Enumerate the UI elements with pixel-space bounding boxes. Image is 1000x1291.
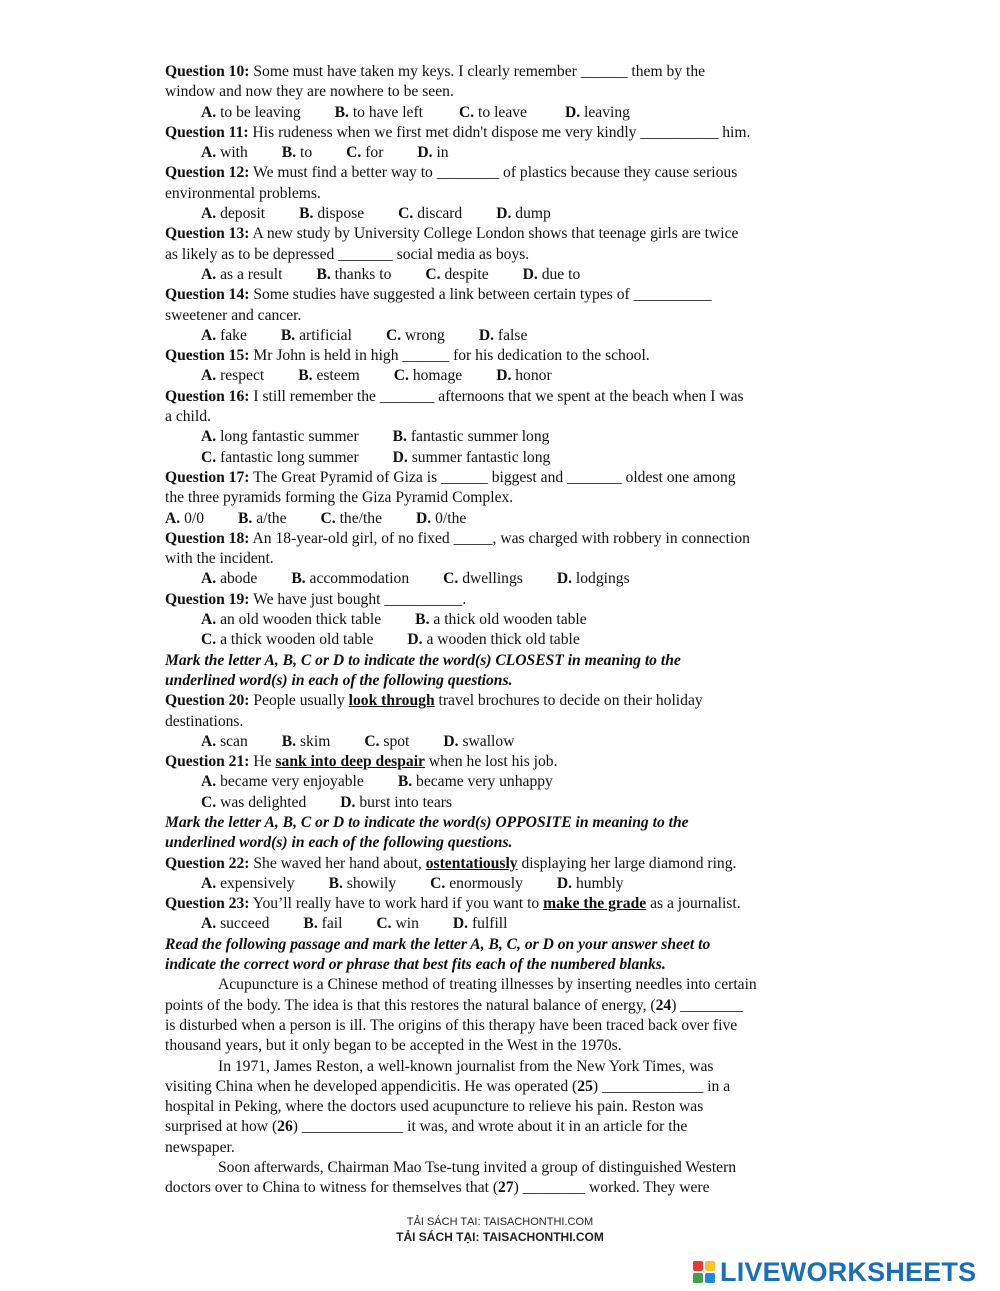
answer-option [201,914,269,934]
text-line [165,306,840,326]
line-text: environmental problems. [165,184,321,202]
option-letter: D. [340,793,356,811]
option-letter: B. [299,205,314,223]
answer-option [453,914,508,934]
answer-option [398,772,553,792]
question-line [165,590,840,610]
answer-options [165,732,840,752]
line-text: Soon afterwards, Chairman Mao Tse-tung invited a group of distinguished Western [218,1159,737,1177]
line-text: ) _____________ in a [592,1077,731,1095]
answer-options [165,143,840,163]
line-text: visiting China when he developed appendicitis. He was operated ( [165,1077,578,1095]
answer-option [393,427,550,447]
answer-option [364,732,409,752]
answer-option [407,630,579,650]
text-line [165,184,840,204]
underlined-phrase: make the grade [543,895,647,913]
line-text: A new study by University College London shows that teenage girls are twice [249,225,739,243]
line-text: In 1971, James Reston, a well-known journalist from the New York Times, was [218,1057,714,1075]
answer-option [430,874,523,894]
answer-option [201,793,306,813]
option-text: fantastic summer long [406,428,550,446]
option-letter: C. [458,103,475,121]
answer-option [201,630,373,650]
option-letter: B. [316,265,331,283]
option-text: was delighted [216,793,307,811]
question-label: Question 15: [165,347,250,365]
line-text: displaying her large diamond ring. [517,854,737,872]
option-text: humbly [572,874,624,892]
option-letter: A. [201,874,217,892]
answer-options [165,509,840,529]
question-line [165,163,840,183]
line-text: window and now they are nowhere to be seen. [165,83,454,101]
option-letter: A. [201,103,217,121]
text-line [165,549,840,569]
question-label: Question 13: [165,225,250,243]
line-text: Some studies have suggested a link between certain types of __________ [249,286,712,304]
option-text: respect [216,367,265,385]
question-line [165,123,840,143]
question-label: Question 17: [165,468,250,486]
logo-square [705,1273,715,1283]
answer-option [321,509,383,529]
option-letter: D. [564,103,581,121]
option-text: fantastic long summer [216,448,359,466]
question-label: Question 22: [165,854,250,872]
question-line [165,529,840,549]
answer-option [346,143,383,163]
answer-option [443,569,523,589]
option-text: due to [537,265,581,283]
option-text: win [391,915,419,933]
option-text: became very unhappy [412,773,553,791]
text-line [165,975,840,995]
answer-option [201,610,381,630]
answer-options [165,874,840,894]
answer-option [425,265,488,285]
liveworksheets-logo[interactable] [693,1255,976,1289]
blank-number: 26 [277,1118,293,1136]
option-letter: B. [392,428,407,446]
answer-option [376,914,418,934]
line-text: the three pyramids forming the Giza Pyramid Complex. [165,489,514,507]
line-text: We have just bought __________. [249,590,467,608]
underlined-phrase: look through [348,692,435,710]
option-text: an old wooden thick table [216,611,382,629]
line-text: is disturbed when a person is ill. The origins of this therapy have been traced back over five [165,1016,738,1034]
option-letter: B. [281,144,297,162]
answer-option [282,732,331,752]
option-letter: A. [201,326,217,344]
underlined-phrase: ostentatiously [425,854,518,872]
answer-option [201,732,248,752]
question-line [165,346,840,366]
line-text: Acupuncture is a Chinese method of treating illnesses by inserting needles into certain [218,976,757,994]
answer-option [415,610,587,630]
answer-option [298,366,360,386]
answer-option [565,103,630,123]
option-text: fake [216,326,247,344]
option-text: in [432,144,449,162]
answer-options [165,427,840,447]
text-line [165,82,840,102]
question-line [165,854,840,874]
answer-option [282,143,312,163]
option-text: skim [296,732,331,750]
line-text: I still remember the _______ afternoons that we spent at the beach when I was [249,387,744,405]
question-line [165,691,840,711]
answer-option [201,204,265,224]
question-label: Question 10: [165,63,250,80]
line-text: surprised at how ( [165,1118,278,1136]
answer-option [299,204,364,224]
option-text: a wooden thick old table [422,631,580,649]
option-text: swallow [458,732,515,750]
logo-grid-icon [693,1261,715,1283]
answer-options [165,914,840,934]
answer-option [329,874,397,894]
option-text: for [361,144,384,162]
answer-options [165,630,840,650]
option-text: spot [379,732,410,750]
text-line [165,1077,840,1097]
option-letter: B. [397,773,413,791]
line-text: hospital in Peking, where the doctors used acupuncture to relieve his pain. Reston was [165,1098,704,1116]
option-letter: B. [291,570,306,588]
option-letter: C. [393,367,409,385]
option-text: 0/0 [180,509,204,527]
line-text: ) ________ [671,996,743,1014]
option-letter: C. [376,915,392,933]
option-letter: C. [201,448,217,466]
option-letter: C. [320,509,336,527]
option-text: to [296,144,313,162]
option-letter: C. [364,732,380,750]
option-text: showily [342,874,397,892]
instruction-text: Mark the letter A, B, C or D to indicate the word(s) OPPOSITE in meaning to the [165,813,689,831]
answer-options [165,448,840,468]
question-label: Question 21: [165,753,250,771]
footer-source-line: TẢI SÁCH TẠI: TAISACHONTHI.COM [406,1216,594,1228]
option-text: wrong [401,326,445,344]
answer-option [201,326,247,346]
text-line [165,996,840,1016]
option-letter: C. [201,793,217,811]
option-text: to have left [348,103,423,121]
option-letter: D. [407,631,423,649]
option-text: long fantastic summer [216,428,359,446]
option-text: with [216,144,248,162]
answer-options [165,204,840,224]
text-line [165,1138,840,1158]
option-letter: B. [298,367,313,385]
option-text: discard [413,205,463,223]
line-text: travel brochures to decide on their holiday [434,692,703,710]
option-text: as a result [216,265,283,283]
answer-option [201,143,248,163]
option-text: dump [511,205,551,223]
question-label: Question 11: [165,123,249,141]
logo-text: LIVEWORKSHEETS [720,1256,977,1287]
option-text: abode [216,570,258,588]
text-line [165,245,840,265]
question-line [165,752,840,772]
option-letter: B. [281,732,297,750]
text-line [165,1016,840,1036]
answer-option [201,427,359,447]
option-letter: A. [201,144,217,162]
option-text: homage [408,367,463,385]
option-text: fulfill [468,915,508,933]
option-letter: D. [452,915,469,933]
option-text: enormously [445,874,523,892]
question-label: Question 19: [165,590,250,608]
line-text: ) _____________ it was, and wrote about it in an article for the [292,1118,688,1136]
option-letter: D. [496,205,512,223]
question-line [165,894,840,914]
line-text: We must find a better way to ________ of plastics because they cause serious [249,164,738,182]
answer-option [201,569,257,589]
option-letter: D. [392,448,408,466]
option-text: deposit [216,205,266,223]
answer-option [201,772,364,792]
answer-option [201,366,264,386]
answer-option [201,103,301,123]
option-letter: B. [328,874,343,892]
question-line [165,387,840,407]
answer-option [165,509,204,529]
option-text: esteem [312,367,360,385]
line-text: His rudeness when we first met didn't dispose me very kindly __________ him. [248,123,751,141]
answer-options [165,103,840,123]
answer-option [201,265,282,285]
option-text: to leave [474,103,527,121]
option-letter: B. [334,103,349,121]
option-letter: D. [556,874,573,892]
option-text: lodgings [572,570,630,588]
answer-option [523,265,581,285]
option-letter: C. [201,631,217,649]
line-text: ) ________ worked. They were [513,1179,710,1197]
question-line [165,285,840,305]
line-text: newspaper. [165,1138,235,1156]
text-line [165,1097,840,1117]
question-line [165,62,840,82]
line-text: thousand years, but it only began to be accepted in the West in the 1970s. [165,1037,622,1055]
blank-number: 27 [498,1179,514,1197]
option-letter: D. [443,732,459,750]
answer-option [459,103,527,123]
question-label: Question 16: [165,387,250,405]
option-letter: A. [165,509,181,527]
answer-option [479,326,528,346]
line-text: when he lost his job. [424,753,558,771]
answer-options [165,265,840,285]
option-letter: D. [417,144,433,162]
answer-option [281,326,352,346]
option-text: artificial [295,326,352,344]
option-letter: B. [415,611,430,629]
line-text: sweetener and cancer. [165,306,302,324]
instruction-text: underlined word(s) in each of the following questions. [165,834,513,852]
answer-option [316,265,391,285]
text-line [165,1158,840,1178]
answer-option [416,509,466,529]
option-text: succeed [216,915,270,933]
option-text: a thick wooden old table [216,631,374,649]
option-letter: D. [496,367,512,385]
answer-option [417,143,448,163]
line-text: points of the body. The idea is that this restores the natural balance of energy, ( [165,996,656,1014]
option-text: expensively [216,874,295,892]
option-letter: C. [425,265,441,283]
option-text: 0/the [431,509,467,527]
option-letter: C. [385,326,402,344]
question-label: Question 23: [165,895,250,913]
option-text: became very enjoyable [216,773,364,791]
answer-option [496,204,551,224]
line-text: Some must have taken my keys. I clearly remember ______ them by the [249,63,706,80]
line-text: as a journalist. [646,895,741,913]
instruction-text: indicate the correct word or phrase that best fits each of the numbered blanks. [165,956,666,974]
underlined-phrase: sank into deep despair [275,753,425,771]
line-text: An 18-year-old girl, of no fixed _____, was charged with robbery in connection [249,529,750,547]
answer-options [165,610,840,630]
question-label: Question 20: [165,692,250,710]
text-line [165,407,840,427]
answer-option [496,366,551,386]
answer-option [443,732,514,752]
option-letter: A. [201,428,217,446]
option-text: despite [440,265,489,283]
option-letter: C. [443,570,459,588]
option-letter: D. [556,570,573,588]
option-text: a thick old wooden table [429,611,587,629]
answer-option [386,326,445,346]
answer-option [303,914,342,934]
line-text: a child. [165,408,211,426]
logo-square [705,1261,715,1271]
line-text: with the incident. [165,550,274,568]
option-text: false [494,326,528,344]
option-text: accommodation [305,570,410,588]
option-letter: A. [201,773,217,791]
blank-number: 25 [577,1077,593,1095]
option-text: burst into tears [355,793,452,811]
text-line [165,1178,840,1198]
answer-option [201,448,359,468]
instruction-text: Read the following passage and mark the letter A, B, C, or D on your answer sheet to [165,935,711,953]
option-text: a/the [252,509,287,527]
option-letter: C. [398,205,414,223]
line-text: as likely as to be depressed _______ social media as boys. [165,245,530,263]
line-text: You’ll really have to work hard if you want to [249,895,544,913]
line-text: The Great Pyramid of Giza is ______ biggest and _______ oldest one among [249,468,736,486]
answer-options [165,569,840,589]
text-line [165,1057,840,1077]
option-letter: A. [201,611,217,629]
footer-source-line-bold: TẢI SÁCH TẠI: TAISACHONTHI.COM [396,1230,604,1244]
logo-square [693,1261,703,1271]
option-letter: A. [201,205,217,223]
text-line [165,1117,840,1137]
line-text: destinations. [165,712,244,730]
answer-option [201,874,295,894]
answer-option [394,366,462,386]
question-label: Question 18: [165,529,250,547]
line-text: She waved her hand about, [249,854,426,872]
option-text: fail [317,915,343,933]
option-letter: D. [416,509,432,527]
text-line [165,712,840,732]
answer-options [165,326,840,346]
option-text: summer fantastic long [407,448,551,466]
worksheet-page [165,62,840,1199]
option-letter: A. [201,367,217,385]
answer-option [398,204,462,224]
option-text: dispose [313,205,365,223]
line-text: doctors over to China to witness for themselves that ( [165,1179,499,1197]
answer-options [165,793,840,813]
option-letter: A. [201,570,217,588]
question-label: Question 14: [165,286,250,304]
option-letter: A. [201,265,217,283]
option-letter: A. [201,732,217,750]
option-letter: B. [303,915,318,933]
option-text: the/the [335,509,383,527]
option-letter: C. [346,144,362,162]
option-letter: B. [238,509,253,527]
option-text: leaving [580,103,630,121]
blank-number: 24 [655,996,672,1014]
answer-option [340,793,452,813]
option-letter: D. [522,265,538,283]
option-letter: D. [478,326,495,344]
text-line [165,488,840,508]
answer-options [165,366,840,386]
answer-option [291,569,409,589]
option-text: dwellings [458,570,523,588]
option-text: to be leaving [216,103,301,121]
instruction-text: Mark the letter A, B, C or D to indicate the word(s) CLOSEST in meaning to the [165,651,681,669]
answer-option [557,569,630,589]
option-letter: C. [430,874,446,892]
question-label: Question 12: [165,164,250,182]
answer-option [393,448,551,468]
text-line [165,1036,840,1056]
question-line [165,468,840,488]
logo-square [693,1273,703,1283]
option-letter: A. [201,915,217,933]
line-text: People usually [249,692,349,710]
question-line [165,224,840,244]
option-text: honor [511,367,552,385]
option-text: thanks to [330,265,392,283]
option-letter: B. [280,326,296,344]
answer-option [335,103,423,123]
instruction-text: underlined word(s) in each of the following questions. [165,671,513,689]
answer-option [238,509,287,529]
option-text: scan [216,732,248,750]
line-text: He [249,753,276,771]
answer-options [165,772,840,792]
line-text: Mr John is held in high ______ for his dedication to the school. [249,347,650,365]
answer-option [557,874,624,894]
